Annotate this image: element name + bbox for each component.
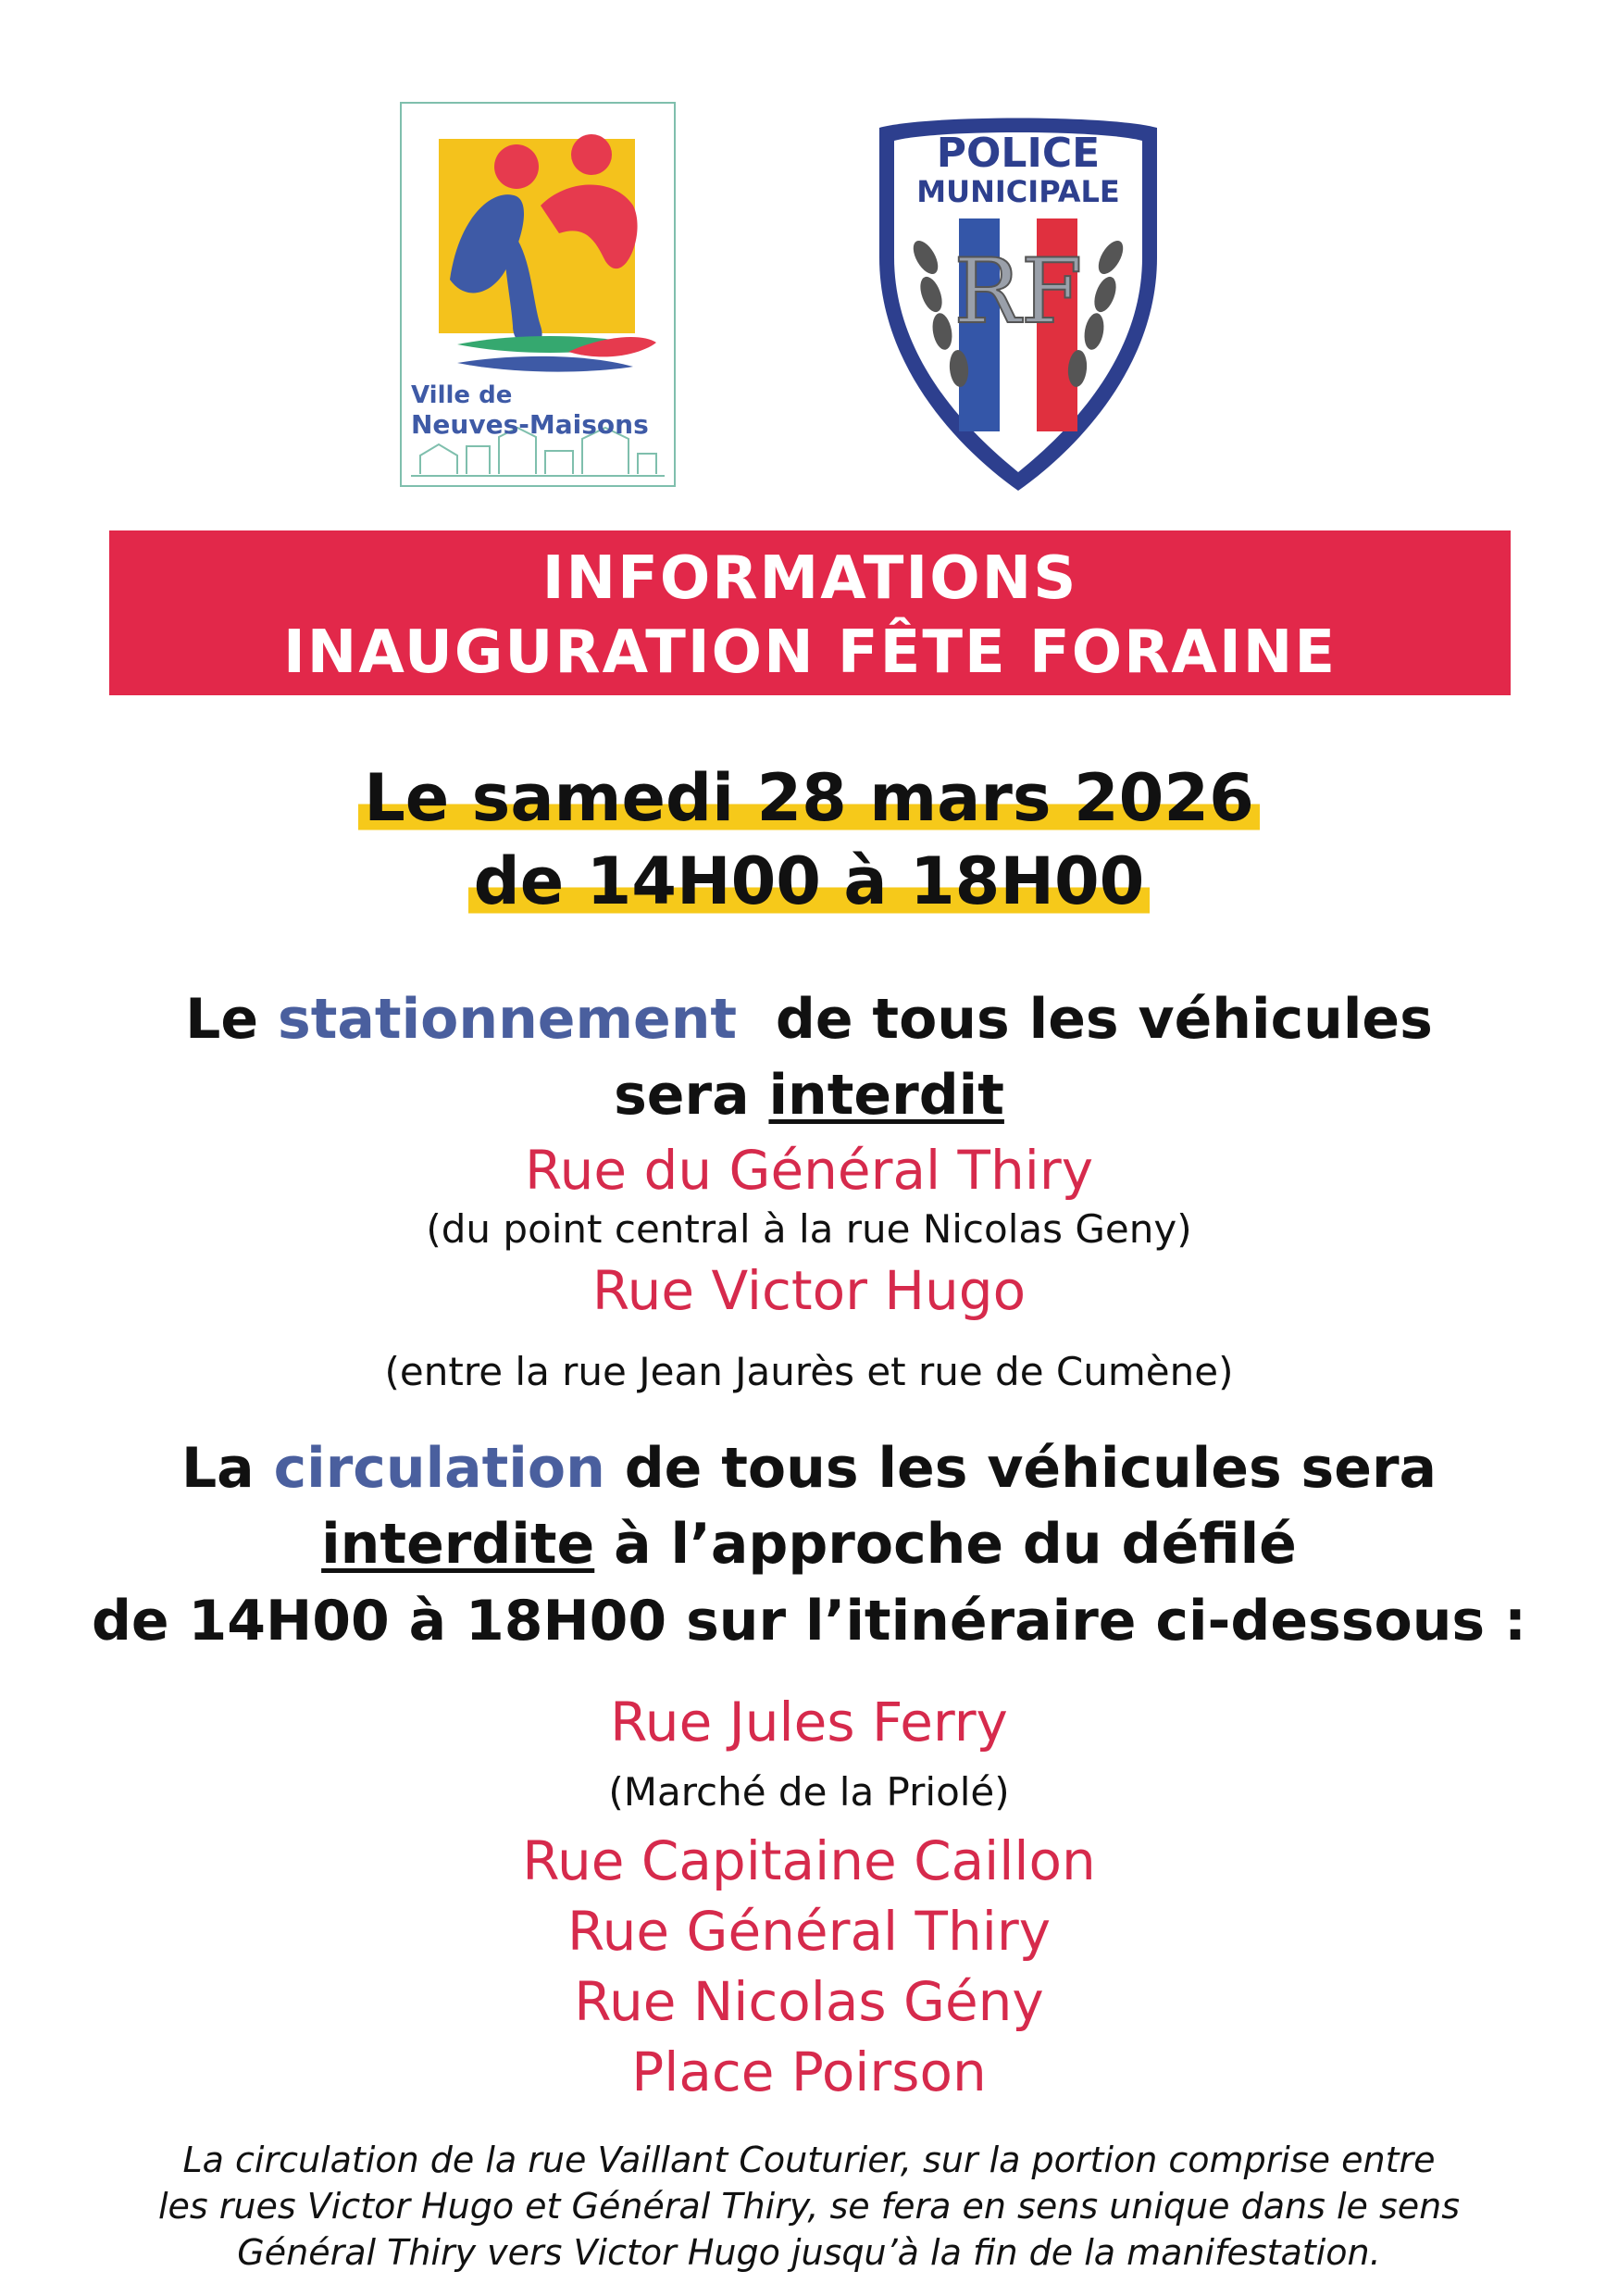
date-line2 (0, 842, 1618, 920)
footer-line2: les rues Victor Hugo et Général Thiry, se fera en sens unique dans le sens (157, 2186, 1461, 2227)
police-text-line1: POLICE (936, 130, 1101, 177)
banner-line2: INAUGURATION FÊTE FORAINE (282, 618, 1338, 687)
parking-keyword: stationnement (278, 987, 738, 1052)
route-street-1-note: (Marché de la Priolé) (608, 1769, 1010, 1815)
police-shield-icon (870, 109, 1166, 498)
footer-line1: La circulation de la rue Vaillant Couturier, sur la portion comprise entre (182, 2140, 1436, 2180)
police-monogram: RF (953, 240, 1083, 343)
police-municipale-badge (870, 109, 1166, 498)
parking-street-1-note: (du point central à la rue Nicolas Geny) (426, 1206, 1192, 1252)
town-logo (400, 102, 676, 487)
route-street-4: Rue Nicolas Gény (574, 1970, 1044, 2033)
date-line1 (0, 759, 1618, 837)
route-street-5: Place Poirson (631, 2040, 987, 2103)
traffic-line2 (0, 1506, 1618, 1582)
parking-street-2-note: (entre la rue Jean Jaurès et rue de Cumène) (384, 1349, 1234, 1394)
traffic-line1 (0, 1430, 1618, 1506)
police-text-line2: MUNICIPALE (916, 174, 1120, 209)
parking-line1 (0, 981, 1618, 1057)
traffic-interdite: interdite (321, 1512, 595, 1577)
traffic-suffix: de tous les véhicules sera (604, 1436, 1438, 1501)
route-street-2: Rue Capitaine Caillon (522, 1829, 1096, 1892)
route-street-1: Rue Jules Ferry (610, 1691, 1008, 1753)
parking-interdit: interdit (768, 1063, 1004, 1128)
time-text: de 14H00 à 18H00 (468, 843, 1151, 919)
parking-street-2: Rue Victor Hugo (591, 1259, 1027, 1322)
parking-street-1: Rue du Général Thiry (524, 1139, 1094, 1202)
date-text: Le samedi 28 mars 2026 (358, 760, 1260, 836)
parking-line2 (0, 1057, 1618, 1133)
town-logo-line1: Ville de (411, 381, 513, 409)
title-banner (109, 530, 1511, 695)
town-logo-line2: Neuves-Maisons (411, 409, 649, 440)
traffic-keyword: circulation (273, 1436, 605, 1501)
parking-suffix: de tous les véhicules (737, 987, 1433, 1052)
footer-line3: Général Thiry vers Victor Hugo jusqu’à la fin de la manifestation. (237, 2232, 1381, 2273)
parking-line2-prefix: sera (614, 1063, 769, 1128)
traffic-line3: de 14H00 à 18H00 sur l’itinéraire ci-dessous : (91, 1589, 1527, 1653)
banner-line1: INFORMATIONS (541, 544, 1078, 613)
parking-prefix: Le (185, 987, 278, 1052)
traffic-line2-suffix: à l’approche du défilé (594, 1512, 1297, 1577)
traffic-prefix: La (180, 1436, 274, 1501)
route-street-3: Rue Général Thiry (566, 1900, 1052, 1963)
